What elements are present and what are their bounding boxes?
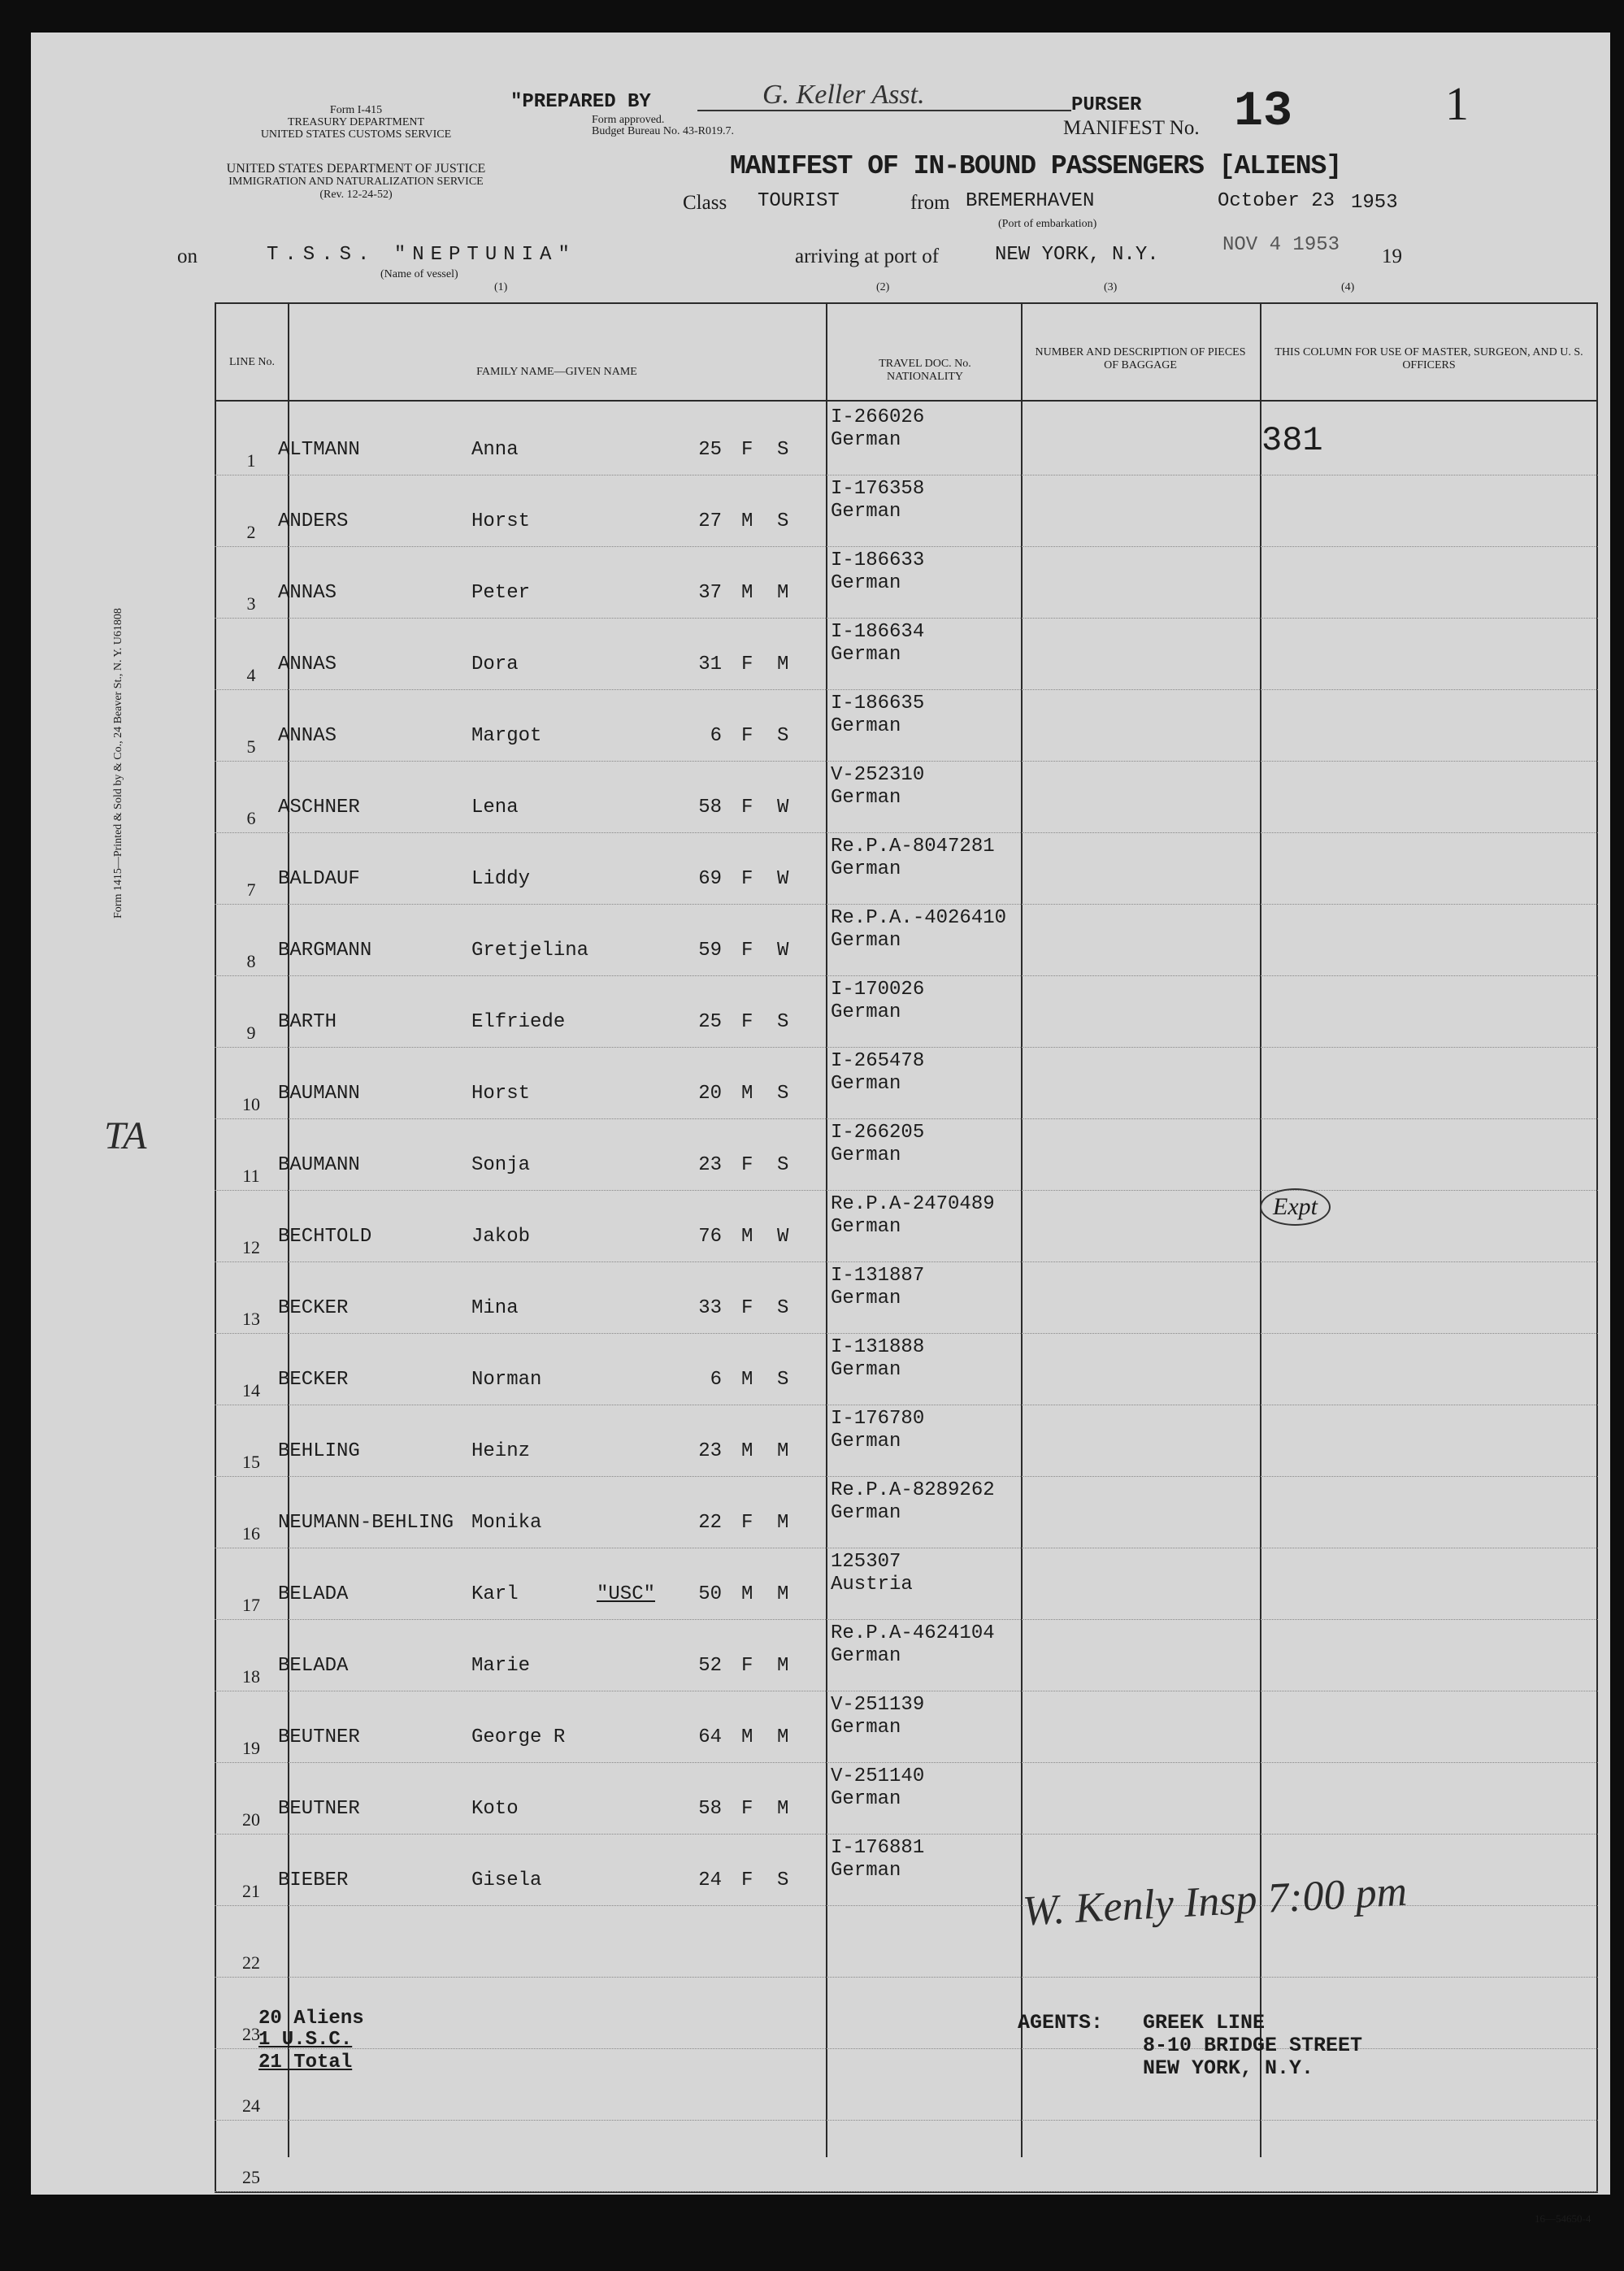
age: 23: [698, 1440, 722, 1462]
total-aliens: 20 Aliens: [258, 2008, 364, 2030]
sex: F: [741, 868, 753, 890]
sex: F: [741, 1154, 753, 1176]
sex: F: [741, 1512, 753, 1534]
family-name: BEHLING: [278, 1440, 360, 1462]
travel-doc: I-131887: [831, 1265, 925, 1287]
travel-doc: V-251139: [831, 1694, 925, 1716]
on-label: on: [177, 245, 198, 267]
family-name: BEUTNER: [278, 1798, 360, 1820]
given-name: Peter: [471, 582, 531, 604]
given-name: Horst: [471, 510, 531, 532]
manifest-sheet: [31, 33, 1610, 2225]
line-number: 10: [242, 1094, 260, 1114]
manifest-title: MANIFEST OF IN-BOUND PASSENGERS [ALIENS]: [730, 151, 1342, 181]
family-name: BELADA: [278, 1655, 349, 1677]
line-number: 4: [246, 665, 256, 685]
sex: M: [741, 1369, 753, 1391]
nationality: German: [831, 501, 901, 523]
family-name: ANNAS: [278, 582, 337, 604]
class-label: Class: [683, 192, 727, 214]
line-number: 16: [242, 1523, 260, 1544]
sex: F: [741, 940, 753, 962]
family-name: BECKER: [278, 1297, 349, 1319]
manifest-mark: 1: [1445, 77, 1469, 130]
travel-doc: I-186634: [831, 621, 925, 643]
ins-service: IMMIGRATION AND NATURALIZATION SERVICE: [228, 176, 484, 188]
civil-status: M: [777, 1440, 789, 1462]
given-name: Jakob: [471, 1226, 531, 1248]
vessel-note: (Name of vessel): [380, 268, 458, 280]
family-name: BECHTOLD: [278, 1226, 372, 1248]
line-number: 8: [246, 951, 256, 971]
given-name: Horst: [471, 1083, 531, 1105]
given-name: Mina: [471, 1297, 519, 1319]
column-ref-1: (1): [494, 281, 508, 293]
col-header-name: FAMILY NAME—GIVEN NAME: [476, 366, 637, 378]
civil-status: S: [777, 1011, 789, 1033]
table-row: [215, 1118, 1598, 1191]
age: 69: [698, 868, 722, 890]
line-number: 15: [242, 1452, 260, 1472]
nationality: German: [831, 1144, 901, 1166]
printer-note: Form 1415—Printed & Sold by & Co., 24 Beaver St., N. Y. U61808: [112, 608, 124, 918]
table-row: [215, 761, 1598, 833]
civil-status: W: [777, 797, 789, 819]
table-row: [215, 975, 1598, 1048]
travel-doc: I-186635: [831, 693, 925, 714]
travel-doc: I-170026: [831, 979, 925, 1001]
family-name: BEUTNER: [278, 1726, 360, 1748]
travel-doc: Re.P.A-2470489: [831, 1193, 995, 1215]
age: 59: [698, 940, 722, 962]
age: 27: [698, 510, 722, 532]
column-ref-4: (4): [1341, 281, 1355, 293]
port-embarkation-note: (Port of embarkation): [998, 218, 1097, 230]
table-row: [215, 1619, 1598, 1691]
col-header-officers: THIS COLUMN FOR USE OF MASTER, SURGEON, AND U. S. OFFICERS: [1274, 346, 1583, 371]
travel-doc: I-266205: [831, 1122, 925, 1144]
given-name: Norman: [471, 1369, 542, 1391]
family-name: BIEBER: [278, 1869, 349, 1891]
given-name: Monika: [471, 1512, 542, 1534]
manifest-no-label: MANIFEST No.: [1063, 117, 1200, 139]
sex: M: [741, 582, 753, 604]
line-number: 7: [246, 879, 256, 900]
table-row: [215, 618, 1598, 690]
sex: M: [741, 1226, 753, 1248]
nationality: Austria: [831, 1574, 913, 1596]
line-number: 21: [242, 1881, 260, 1901]
justice-dept: UNITED STATES DEPARTMENT OF JUSTICE: [226, 162, 486, 176]
family-name: BAUMANN: [278, 1154, 360, 1176]
travel-doc: I-176780: [831, 1408, 925, 1430]
age: 6: [710, 1369, 722, 1391]
civil-status: M: [777, 1583, 789, 1605]
agent-street: 8-10 BRIDGE STREET: [1143, 2034, 1363, 2057]
given-name: Margot: [471, 725, 542, 747]
form-number: Form I-415: [329, 104, 383, 116]
family-name: BAUMANN: [278, 1083, 360, 1105]
table-row: [215, 2048, 1598, 2121]
nationality: German: [831, 715, 901, 737]
line-number: 14: [242, 1380, 260, 1400]
family-name: ANNAS: [278, 725, 337, 747]
travel-doc: I-176881: [831, 1837, 925, 1859]
travel-doc: Re.P.A-8047281: [831, 836, 995, 858]
age: 76: [698, 1226, 722, 1248]
total-usc: 1 U.S.C.: [258, 2029, 353, 2051]
given-name: Lena: [471, 797, 519, 819]
sex: M: [741, 1083, 753, 1105]
age: 20: [698, 1083, 722, 1105]
line-number: 17: [242, 1595, 260, 1615]
travel-doc: I-176358: [831, 478, 925, 500]
column-ref-2: (2): [876, 281, 890, 293]
sex: F: [741, 1011, 753, 1033]
sex: F: [741, 1798, 753, 1820]
nationality: German: [831, 572, 901, 594]
age: 58: [698, 1798, 722, 1820]
line-number: 2: [246, 522, 256, 542]
travel-doc: Re.P.A-8289262: [831, 1479, 995, 1501]
family-name: ASCHNER: [278, 797, 360, 819]
nationality: German: [831, 1287, 901, 1309]
given-name: Gisela: [471, 1869, 542, 1891]
line-number: 6: [246, 808, 256, 828]
nationality: German: [831, 1860, 901, 1882]
nationality: German: [831, 644, 901, 666]
family-name: BARTH: [278, 1011, 337, 1033]
date-value: October 23: [1218, 190, 1335, 212]
nationality: German: [831, 1359, 901, 1381]
nationality: German: [831, 1717, 901, 1739]
treasury-dept: TREASURY DEPARTMENT: [287, 116, 425, 128]
sex: F: [741, 1869, 753, 1891]
agent-city: NEW YORK, N.Y.: [1143, 2056, 1314, 2080]
nationality: German: [831, 858, 901, 880]
budget-bureau: Budget Bureau No. 43-R019.7.: [592, 125, 734, 137]
age: 31: [698, 654, 722, 675]
col-header-line: LINE No.: [229, 356, 275, 368]
sex: F: [741, 439, 753, 461]
age: 6: [710, 725, 722, 747]
column-ref-3: (3): [1104, 281, 1118, 293]
nationality: German: [831, 1431, 901, 1452]
agent-name: GREEK LINE: [1143, 2011, 1266, 2034]
given-name: Dora: [471, 654, 519, 675]
travel-doc: I-131888: [831, 1336, 925, 1358]
table-row: [215, 1762, 1598, 1835]
prepared-by-label: "PREPARED BY: [510, 91, 651, 113]
civil-status: M: [777, 1512, 789, 1534]
given-name: Elfriede: [471, 1011, 566, 1033]
travel-doc: I-265478: [831, 1050, 925, 1072]
civil-status: M: [777, 1726, 789, 1748]
vessel-name: T.S.S. "NEPTUNIA": [267, 244, 576, 266]
family-name: ANDERS: [278, 510, 349, 532]
family-name: ANNAS: [278, 654, 337, 675]
footer-code: 16—54650-4: [1535, 2212, 1591, 2225]
family-name: BARGMANN: [278, 940, 372, 962]
line-number: 3: [246, 593, 256, 614]
travel-doc: 125307: [831, 1551, 901, 1573]
table-row: [215, 1047, 1598, 1119]
given-name: Koto: [471, 1798, 519, 1820]
line-number: 22: [242, 1952, 260, 1973]
agents-label: AGENTS:: [1018, 2011, 1104, 2034]
family-name: BECKER: [278, 1369, 349, 1391]
nationality: German: [831, 1001, 901, 1023]
travel-doc: I-186633: [831, 549, 925, 571]
line-number: 9: [246, 1023, 256, 1043]
civil-status: W: [777, 1226, 789, 1248]
age: 25: [698, 439, 722, 461]
table-row: [215, 2120, 1598, 2192]
civil-status: W: [777, 940, 789, 962]
table-row: [215, 403, 1598, 475]
table-row: [215, 546, 1598, 619]
line-number: 1: [246, 450, 256, 471]
sex: F: [741, 654, 753, 675]
nationality: German: [831, 1788, 901, 1810]
line-number: 24: [242, 2095, 260, 2116]
given-name: George R: [471, 1726, 566, 1748]
civil-status: S: [777, 725, 789, 747]
given-name: Karl: [471, 1583, 519, 1605]
margin-mark: TA: [104, 1114, 147, 1157]
count-number: 381: [1261, 421, 1323, 460]
port-value: NEW YORK, N.Y.: [995, 244, 1159, 266]
civil-status: S: [777, 439, 789, 461]
travel-doc: I-266026: [831, 406, 925, 428]
age: 64: [698, 1726, 722, 1748]
year-suffix: 19: [1382, 245, 1402, 267]
table-row: [215, 1190, 1598, 1262]
given-name: Anna: [471, 439, 519, 461]
col-header-doc: TRAVEL DOC. No. NATIONALITY: [879, 358, 971, 383]
age: 50: [698, 1583, 722, 1605]
travel-doc: Re.P.A-4624104: [831, 1622, 995, 1644]
travel-doc: Re.P.A.-4026410: [831, 907, 1007, 929]
civil-status: M: [777, 1798, 789, 1820]
manifest-number: 13: [1234, 85, 1293, 140]
line-number: 18: [242, 1666, 260, 1687]
age: 22: [698, 1512, 722, 1534]
family-name: ALTMANN: [278, 439, 360, 461]
given-name: Sonja: [471, 1154, 531, 1176]
line-number: 12: [242, 1237, 260, 1257]
nationality: German: [831, 787, 901, 809]
table-row: [215, 832, 1598, 905]
civil-status: S: [777, 1869, 789, 1891]
citizenship-note: "USC": [597, 1583, 656, 1605]
civil-status: M: [777, 1655, 789, 1677]
line-number: 23: [242, 2024, 260, 2044]
family-name: BELADA: [278, 1583, 349, 1605]
civil-status: M: [777, 582, 789, 604]
line-number: 20: [242, 1809, 260, 1830]
age: 37: [698, 582, 722, 604]
given-name: Liddy: [471, 868, 531, 890]
class-value: TOURIST: [758, 190, 840, 212]
given-name: Marie: [471, 1655, 531, 1677]
table-row: [215, 1405, 1598, 1477]
from-label: from: [910, 192, 950, 214]
arriving-label: arriving at port of: [795, 245, 940, 267]
table-row: [215, 1476, 1598, 1548]
table-row: [215, 1333, 1598, 1405]
customs-service: UNITED STATES CUSTOMS SERVICE: [260, 128, 452, 141]
line-number: 11: [242, 1166, 260, 1186]
line-number: 13: [242, 1309, 260, 1329]
prepared-by-signature: G. Keller Asst.: [762, 80, 925, 110]
inspector-signature: W. Kenly Insp 7:00 pm: [1021, 1868, 1409, 1935]
year-value: 1953: [1351, 192, 1398, 214]
civil-status: S: [777, 510, 789, 532]
age: 58: [698, 797, 722, 819]
given-name: Gretjelina: [471, 940, 589, 962]
exempt-mark: Expt: [1260, 1188, 1331, 1226]
header-rule: [215, 400, 1598, 402]
civil-status: W: [777, 868, 789, 890]
sex: M: [741, 1440, 753, 1462]
col-header-baggage: NUMBER AND DESCRIPTION OF PIECES OF BAGGAGE: [1035, 346, 1246, 371]
sex: F: [741, 725, 753, 747]
travel-doc: V-251140: [831, 1765, 925, 1787]
family-name: BALDAUF: [278, 868, 360, 890]
table-row: [215, 1261, 1598, 1334]
line-number: 25: [242, 2167, 260, 2187]
sex: M: [741, 1583, 753, 1605]
travel-doc: V-252310: [831, 764, 925, 786]
line-number: 19: [242, 1738, 260, 1758]
sex: M: [741, 510, 753, 532]
age: 25: [698, 1011, 722, 1033]
revision-date: (Rev. 12-24-52): [319, 189, 393, 201]
nationality: German: [831, 1073, 901, 1095]
age: 52: [698, 1655, 722, 1677]
civil-status: M: [777, 654, 789, 675]
line-number: 5: [246, 736, 256, 757]
civil-status: S: [777, 1369, 789, 1391]
given-name: Heinz: [471, 1440, 531, 1462]
total-passengers: 21 Total: [258, 2052, 353, 2073]
from-value: BREMERHAVEN: [966, 190, 1095, 212]
age: 33: [698, 1297, 722, 1319]
nationality: German: [831, 1502, 901, 1524]
sex: F: [741, 1655, 753, 1677]
civil-status: S: [777, 1154, 789, 1176]
received-stamp: NOV 4 1953: [1222, 234, 1340, 256]
sex: F: [741, 797, 753, 819]
sex: F: [741, 1297, 753, 1319]
age: 24: [698, 1869, 722, 1891]
civil-status: S: [777, 1297, 789, 1319]
nationality: German: [831, 930, 901, 952]
purser-label: PURSER: [1071, 94, 1142, 116]
table-row: [215, 1977, 1598, 2049]
table-row: [215, 475, 1598, 547]
civil-status: S: [777, 1083, 789, 1105]
table-row: [215, 1691, 1598, 1763]
nationality: German: [831, 1216, 901, 1238]
form-approved: Form approved.: [592, 114, 665, 126]
family-name: NEUMANN-BEHLING: [278, 1512, 454, 1534]
table-row: [215, 1548, 1598, 1620]
nationality: German: [831, 429, 901, 451]
age: 23: [698, 1154, 722, 1176]
table-row: [215, 904, 1598, 976]
table-row: [215, 689, 1598, 762]
sex: M: [741, 1726, 753, 1748]
nationality: German: [831, 1645, 901, 1667]
